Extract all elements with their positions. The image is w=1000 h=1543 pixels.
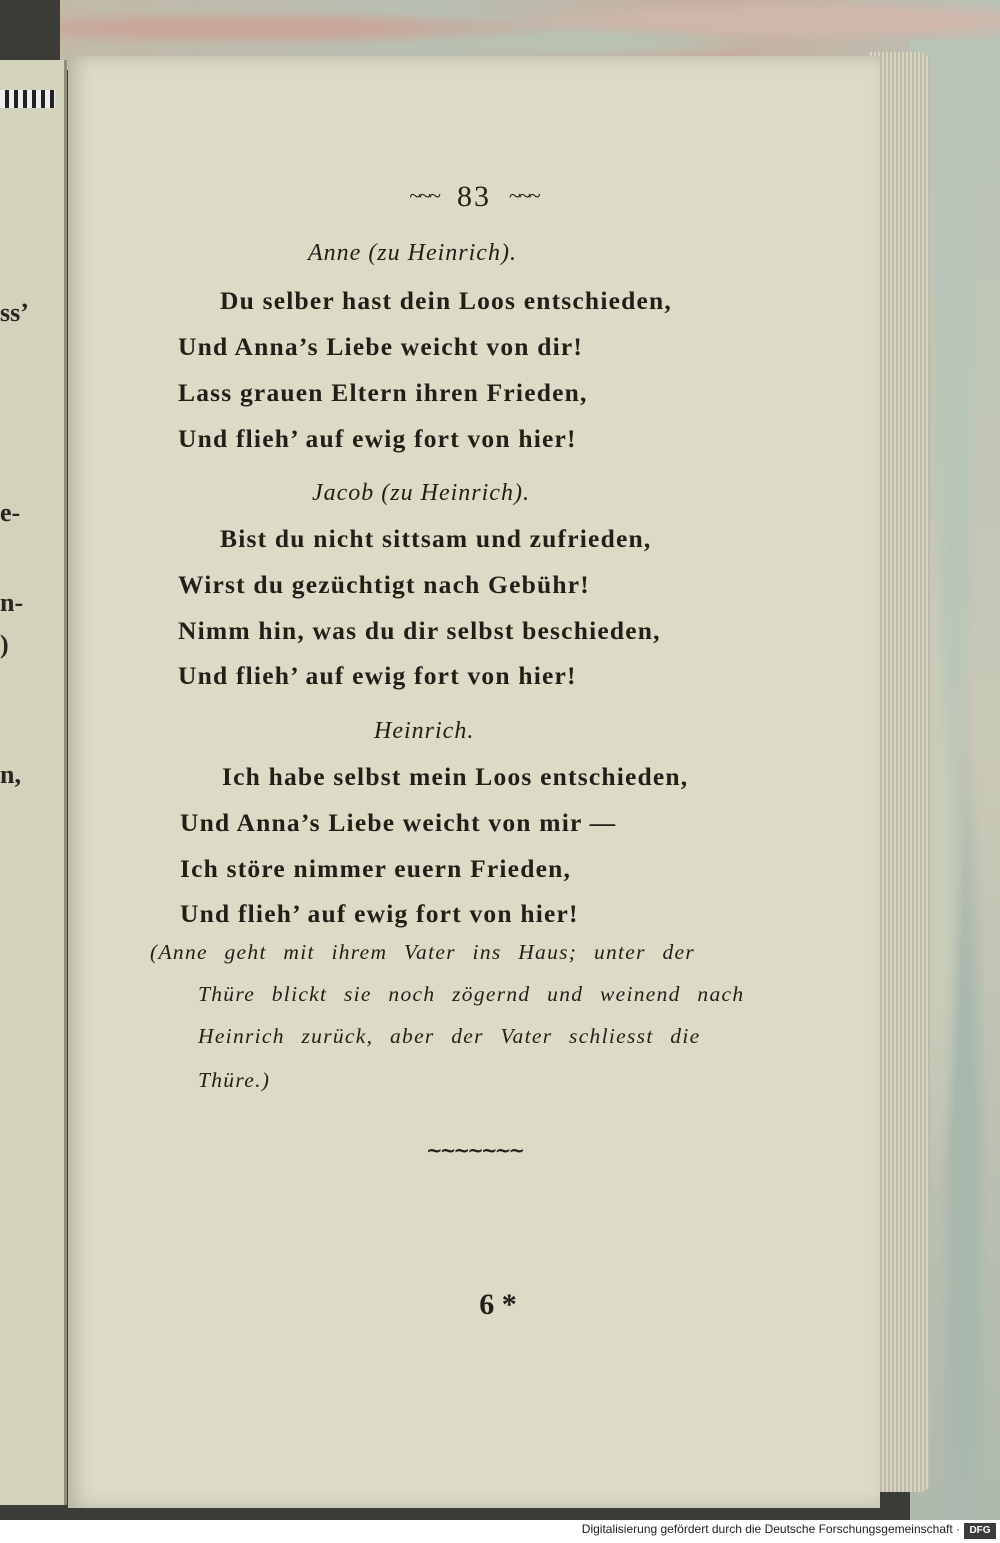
book-page	[68, 56, 880, 1508]
footer-bar	[0, 1520, 1000, 1543]
left-page-fragment: e-	[0, 498, 21, 527]
left-page-fragment: n-	[0, 588, 24, 617]
verse-line: Nimm hin, was du dir selbst beschieden,	[178, 616, 661, 645]
stage-direction-line: Thüre.)	[198, 1068, 271, 1092]
dfg-logo: DFG	[964, 1523, 996, 1539]
speaker-heading: Jacob (zu Heinrich).	[312, 480, 530, 506]
verse-line: Ich habe selbst mein Loos entschieden,	[222, 762, 689, 791]
left-page-fragment: )	[0, 630, 9, 659]
verse-line: Und flieh’ auf ewig fort von hier!	[180, 899, 579, 928]
verse-line: Ich störe nimmer euern Frieden,	[180, 854, 572, 883]
header-ornament-right: ~~~	[509, 183, 539, 208]
stage-direction-line: Thüre blickt sie noch zögernd und weinend nach	[198, 982, 745, 1006]
stage-direction-line: Heinrich zurück, aber der Vater schliesst die	[198, 1024, 701, 1048]
page-number: 83	[457, 180, 491, 213]
verse-line: Und flieh’ auf ewig fort von hier!	[178, 424, 577, 453]
speaker-heading: Heinrich.	[374, 718, 475, 744]
left-page	[0, 60, 67, 1505]
verse-line: Du selber hast dein Loos entschieden,	[220, 286, 672, 315]
header-ornament-left: ~~~	[409, 183, 439, 208]
section-ornament: ~~~~~~~	[425, 1138, 523, 1162]
signature-mark: 6 *	[479, 1288, 517, 1321]
page-header	[68, 180, 880, 214]
verse-line: Bist du nicht sittsam und zufrieden,	[220, 524, 652, 553]
digitization-credit: Digitalisierung gefördert durch die Deutsche Forschungsgemeinschaft ·	[581, 1522, 960, 1536]
verse-line: Lass grauen Eltern ihren Frieden,	[178, 378, 588, 407]
verse-line: Und Anna’s Liebe weicht von mir —	[180, 808, 617, 837]
binding-stitch	[0, 90, 55, 108]
left-page-fragment: ss’	[0, 298, 29, 327]
verse-line: Und flieh’ auf ewig fort von hier!	[178, 661, 577, 690]
verse-line: Wirst du gezüchtigt nach Gebühr!	[178, 570, 590, 599]
speaker-heading: Anne (zu Heinrich).	[308, 240, 517, 266]
verse-line: Und Anna’s Liebe weicht von dir!	[178, 332, 584, 361]
left-page-fragment: n,	[0, 760, 21, 789]
stage-direction-line: (Anne geht mit ihrem Vater ins Haus; unter der	[150, 940, 696, 964]
